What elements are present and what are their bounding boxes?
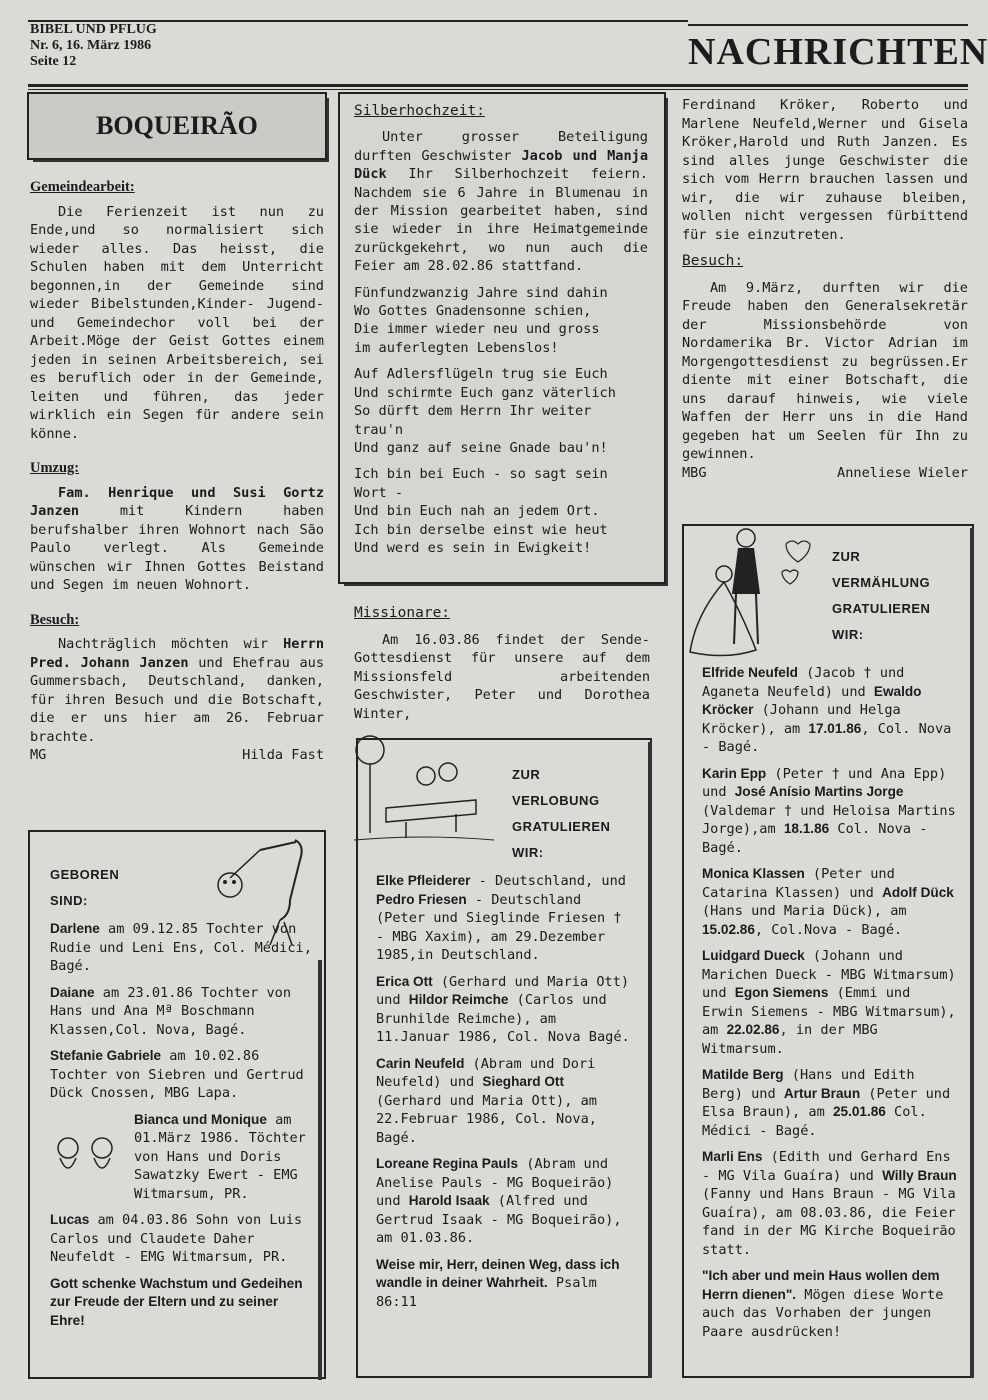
couple-on-bench-icon xyxy=(346,728,496,848)
engagement-entry xyxy=(376,1055,632,1148)
married-text: (Peter und Elsa Braun), am xyxy=(702,1085,951,1120)
marriage-title-4: WIR: xyxy=(832,627,864,642)
engaged-text: (Abram und Dori Neufeld) und xyxy=(376,1055,596,1090)
births-title-2: SIND: xyxy=(50,893,88,908)
birth-name: Darlene xyxy=(50,921,100,936)
engagement-title-3: GRATULIEREN xyxy=(512,819,611,834)
married-text: (Peter und Catarina Klassen) und xyxy=(702,866,895,901)
marriage-entry xyxy=(702,765,958,858)
section-top-rule xyxy=(688,24,968,26)
engagement-title-1: ZUR xyxy=(512,767,541,782)
engaged-text: (Carlos und Brunhilde Reimche), am 11.Januar 1986, Col. Nova Bagé. xyxy=(376,992,630,1045)
married-date: 18.1.86 xyxy=(783,821,830,836)
married-text: , Col.Nova - Bagé. xyxy=(754,921,903,938)
engagement-entries xyxy=(376,872,632,1319)
births-content xyxy=(50,862,312,1338)
marriage-box-shadow xyxy=(970,528,974,1378)
heading-besuch-2: Besuch: xyxy=(682,253,744,269)
marriage-quote xyxy=(702,1267,958,1341)
birth-entry xyxy=(50,920,312,976)
birth-text: am 04.03.86 Sohn von Luis Carlos und Claudete Daher Neufeldt - EMG Witmarsum, PR. xyxy=(50,1212,303,1265)
married-text: (Valdemar † und Heloisa Martins Jorge),am xyxy=(702,802,956,837)
married-name: Ewaldo Kröcker xyxy=(702,683,922,717)
marriage-entry xyxy=(702,1066,958,1140)
married-text: (Emmi und Erwin Siemens - MBG Witmarsum), am xyxy=(702,985,956,1038)
engaged-name: Pedro Friesen xyxy=(376,891,467,907)
married-name: Egon Siemens xyxy=(734,985,829,1000)
married-name: Matilde Berg xyxy=(702,1067,784,1082)
masthead-issue: Nr. 6, 16. März 1986 xyxy=(30,38,152,53)
engagement-entry xyxy=(376,1155,632,1248)
birth-name: Daiane xyxy=(50,984,95,1000)
engagement-entry xyxy=(376,872,632,965)
birth-text: am 23.01.86 Tochter von Hans und Ana Mª Boschmann Klassen,Col. Nova, Bagé. xyxy=(50,984,291,1038)
masthead xyxy=(30,22,157,70)
verse-reference: Psalm 86:11 xyxy=(376,1275,597,1310)
engaged-name: Hildor Reimche xyxy=(408,992,509,1007)
married-name: Willy Braun xyxy=(882,1167,957,1183)
married-name: Adolf Dück xyxy=(882,884,954,900)
married-text: (Hans und Maria Dück), am xyxy=(702,903,907,919)
para-besuch xyxy=(30,635,324,746)
married-name: Monica Klassen xyxy=(702,866,805,881)
married-date: 17.01.86 xyxy=(808,720,862,736)
silber-text-a: Unter grosser Beteiligung durften Geschwister xyxy=(354,129,648,164)
para-silberhochzeit xyxy=(354,128,648,275)
verse-text: Weise mir, Herr, deinen Weg, dass ich wandle in deiner Wahrheit. xyxy=(376,1256,620,1290)
para-missionaries-cont: Ferdinand Kröker, Roberto und Marlene Neufeld,Werner und Gisela Kröker,Harold und Ruth Janzen. Es sind alles junge Geschwister die sich vom Herrn brauchen lassen und wir, die wir zuhause bleiben, wollen nicht vergessen fürbittend für sie einzutreten. xyxy=(682,97,968,243)
married-text: (Johann und Marichen Dueck - MBG Witmarsum) und xyxy=(702,948,956,1001)
married-name: Luidgard Dueck xyxy=(702,948,805,963)
birth-text: am 09.12.85 Tochter von Rudie und Leni Ens, Col. Médici, Bagé. xyxy=(50,921,312,974)
para-missionare: Am 16.03.86 findet der Sende-Gottesdienst für unsere auf dem Missionsfeld arbeitenden Geschwister, Peter und Dorothea Winter, xyxy=(354,631,650,722)
header-rule-thin xyxy=(28,89,968,90)
married-text: (Edith und Gerhard Ens - MG Vila Guaíra) und xyxy=(702,1149,951,1184)
header-rule xyxy=(28,84,968,87)
silber-names: Jacob und Manja Dück xyxy=(354,147,649,183)
signature-line-2 xyxy=(682,464,968,483)
births-title-1: GEBOREN xyxy=(50,867,120,882)
married-name: Karin Epp xyxy=(702,765,767,781)
quote-text: "Ich aber und mein Haus wollen dem Herrn dienen". xyxy=(702,1268,940,1302)
poem-stanza-1: Fünfundzwanzig Jahre sind dahin Wo Gottes Gnadensonne schien, Die immer wieder neu und gross im auferlegten Lebenslos! xyxy=(354,284,608,356)
engaged-name: Sieghard Ott xyxy=(482,1074,564,1089)
engagement-box-shadow xyxy=(648,742,652,1378)
signature-author-2: Anneliese Wieler xyxy=(837,464,968,481)
married-text: , in der MBG Witmarsum. xyxy=(702,1022,878,1057)
married-text: (Peter † und Ana Epp) und xyxy=(702,765,947,800)
masthead-title: BIBEL UND PFLUG xyxy=(30,22,157,37)
poem-stanza-3: Ich bin bei Euch - so sagt sein Wort - Und bin Euch nah an jedem Ort. Ich bin derselbe einst wie heut Und werd es sein in Ewigkeit! xyxy=(354,466,608,556)
silver-wedding-content xyxy=(354,102,648,557)
engagement-title-4: WIR: xyxy=(512,845,544,860)
engaged-name: Harold Isaak xyxy=(408,1193,490,1208)
para-gemeindearbeit: Die Ferienzeit ist nun zu Ende,und so normalisiert sich wieder alles. Das heisst, die Schulen haben mit dem Unterricht begonnen,in der Gemeinde sind wieder Bibelstunden,Kinder- Jugend- und Gemeindechor voll bei der Arbeit.Möge der Geist Gottes einem jeden in seinen Arbeitsbereich, sei es beruflich oder in der Gemeinde, leiten und führen, das jeder wirklich ein Segen für andere sein könne. xyxy=(30,203,324,442)
birth-entry xyxy=(50,1047,312,1103)
heading-gemeindearbeit: Gemeindearbeit: xyxy=(30,179,135,195)
marriage-title-2: VERMÄHLUNG xyxy=(832,575,931,590)
birth-name: Stefanie Gabriele xyxy=(50,1048,162,1063)
boq-title-box xyxy=(27,92,327,160)
engagement-title xyxy=(512,762,610,866)
marriage-title-1: ZUR xyxy=(832,549,861,564)
engaged-text: (Gerhard und Maria Ott), am 22.Februar 1986, Col. Nova, Bagé. xyxy=(376,1092,597,1146)
married-name: Marli Ens xyxy=(702,1149,763,1164)
birth-text: am 01.März 1986. Töchter von Hans und Doris Sawatzky Ewert - EMG Witmarsum, PR. xyxy=(134,1111,306,1202)
signature-code-2: MBG xyxy=(682,464,707,481)
married-text: Col. Nova - Bagé. xyxy=(702,821,928,856)
engaged-text: (Abram und Anelise Pauls - MG Boqueirão) und xyxy=(376,1156,614,1209)
heading-missionare: Missionare: xyxy=(354,605,451,621)
bridal-couple-icon xyxy=(686,524,816,664)
marriage-entry xyxy=(702,947,958,1058)
births-box-shadow xyxy=(318,960,322,1380)
twin-babies-icon xyxy=(50,1134,130,1178)
heading-silberhochzeit: Silberhochzeit: xyxy=(354,103,485,119)
married-text: (Johann und Helga Kröcker), am xyxy=(702,702,901,737)
para-umzug xyxy=(30,484,324,595)
marriage-title xyxy=(832,544,930,648)
engaged-text: (Gerhard und Maria Ott) und xyxy=(376,973,630,1008)
engaged-text: - Deutschland (Peter und Sieglinde Friesen † - MBG Xaxim), am 29.Dezember 1985,in Deutschland. xyxy=(376,891,622,963)
column-1 xyxy=(30,178,324,765)
birth-entry xyxy=(50,984,312,1040)
quote-tail: Mögen diese Worte auch das Vorhaben der jungen Paare ausdrücken! xyxy=(702,1286,944,1340)
married-name: Elfride Neufeld xyxy=(702,665,798,680)
engagement-verse xyxy=(376,1256,632,1312)
engagement-title-2: VERLOBUNG xyxy=(512,793,600,808)
engaged-text: - Deutschland, und xyxy=(470,873,626,889)
birth-text: am 10.02.86 Tochter von Siebren und Gertrud Dück Cnossen, MBG Lapa. xyxy=(50,1048,304,1101)
engagement-entry xyxy=(376,973,632,1047)
engaged-name: Elke Pfleiderer xyxy=(376,873,471,888)
poem-stanza-2: Auf Adlersflügeln trug sie Euch Und schirmte Euch ganz väterlich So dürft dem Herrn Ihr weiter trau'n Und ganz auf seine Gnade bau'n! xyxy=(354,366,616,456)
married-text: , Col. Nova - Bagé. xyxy=(702,720,952,755)
section-title: NACHRICHTEN xyxy=(688,31,988,73)
birth-name: Bianca und Monique xyxy=(134,1111,267,1127)
married-text: (Hans und Edith Berg) und xyxy=(702,1067,915,1102)
heading-besuch: Besuch: xyxy=(30,611,80,628)
besuch-text-b: und Ehefrau aus Gummersbach, Deutschland, danken, für ihren Besuch und die Botschaft, die er uns hier am 26. Februar brachte. xyxy=(30,654,325,745)
para-besuch-2: Am 9.März, durften wir die Freude haben den Generalsekretär der Missionsbehörde von Nordamerika Br. Victor Adrian im Morgengottesdienst zu begrüssen.Er diente mit einer Botschaft, die uns darauf hinweis, wie viele Waffen der Herr uns in die Hand gegeben hat um Seelen für Ihn zu gewinnen. xyxy=(682,279,968,462)
engaged-name: Loreane Regina Pauls xyxy=(376,1156,519,1171)
births-closing: Gott schenke Wachstum und Gedeihen zur Freude der Eltern und zu seiner Ehre! xyxy=(50,1275,303,1328)
married-text: (Fanny und Hans Braun - MG Vila Guaíra), am 08.03.86, die Feier fand in der MG Kirche Boqueirão statt. xyxy=(702,1186,956,1258)
boq-title: BOQUEIRÃO xyxy=(96,111,258,140)
besuch-text-a: Nachträglich möchten wir xyxy=(58,636,284,652)
besuch-names: Herrn Pred. Johann Janzen xyxy=(30,636,324,671)
married-text: Col. Médici - Bagé. xyxy=(702,1104,927,1139)
engaged-name: Carin Neufeld xyxy=(376,1055,465,1071)
signature-author: Hilda Fast xyxy=(242,747,324,763)
marriage-entry xyxy=(702,1148,958,1259)
married-text: (Jacob † und Aganeta Neufeld) und xyxy=(702,665,905,700)
marriage-title-3: GRATULIEREN xyxy=(832,601,931,616)
umzug-text: mit Kindern haben berufshalber ihren Wohnort nach São Paulo verlegt. Als Gemeinde wünschen wir Ihnen Gottes Beistand und Segen im neuen Wohnort. xyxy=(30,503,324,593)
umzug-names: Fam. Henrique und Susi Gortz Janzen xyxy=(30,484,324,519)
married-date: 15.02.86 xyxy=(702,921,755,937)
column-3 xyxy=(682,96,968,482)
signature-code: MG xyxy=(30,747,47,763)
signature-line xyxy=(30,746,324,765)
married-date: 22.02.86 xyxy=(726,1022,780,1037)
engaged-text: (Alfred und Gertrud Isaak - MG Boqueirão), am 01.03.86. xyxy=(376,1193,622,1246)
heading-umzug: Umzug: xyxy=(30,460,80,476)
masthead-page: Seite 12 xyxy=(30,54,77,69)
silber-text-b: Ihr Silberhochzeit feiern. Nachdem sie 6 Jahre in Blumenau in der Mission gearbeitet haben, sind sie wieder in ihre Heimatgemeinde zurückgekehrt, wo nun auch die Feier am 28.02.86 stattfand. xyxy=(354,166,648,275)
birth-name: Lucas xyxy=(50,1212,90,1227)
marriage-entries xyxy=(702,664,958,1349)
engaged-name: Erica Ott xyxy=(376,973,433,989)
married-date: 25.01.86 xyxy=(832,1104,886,1119)
marriage-entry xyxy=(702,664,958,757)
birth-entry xyxy=(50,1211,312,1267)
missionaries-section xyxy=(354,604,650,723)
marriage-entry xyxy=(702,865,958,939)
married-name: Artur Braun xyxy=(783,1085,861,1101)
married-name: José Anísio Martins Jorge xyxy=(734,784,904,799)
